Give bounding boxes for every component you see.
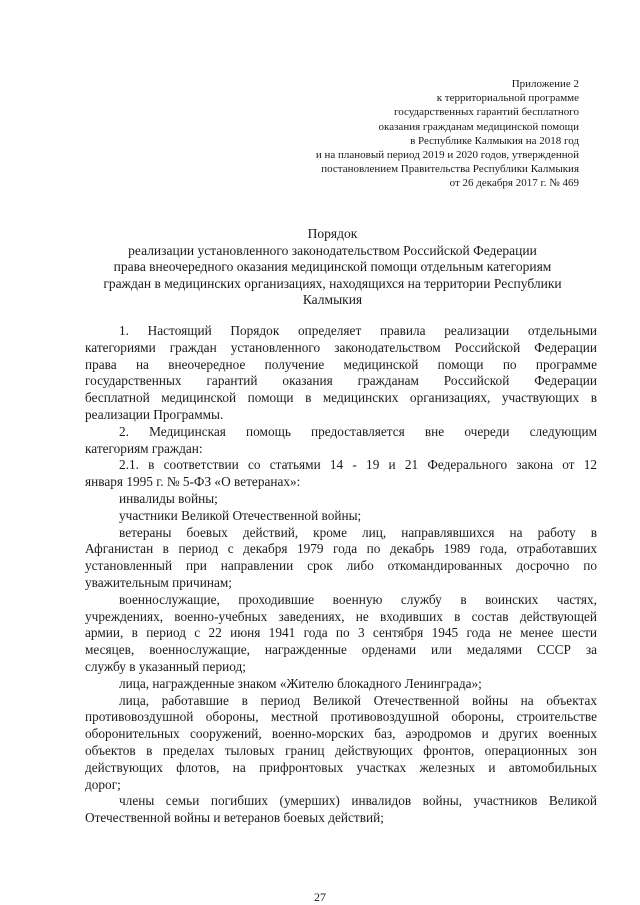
body-line: участники Великой Отечественной войны; xyxy=(119,507,362,523)
page-number: 27 xyxy=(314,890,326,904)
document-body xyxy=(85,323,597,827)
body-line: государственных гарантий оказания гражданам Российской Федерации xyxy=(85,373,597,389)
title-line: граждан в медицинских организациях, находящихся на территории Республики xyxy=(103,275,562,291)
title-line: права внеочередного оказания медицинской помощи отдельным категориям xyxy=(113,259,552,274)
body-line: члены семьи погибших (умерших) инвалидов войны, участников Великой xyxy=(119,793,597,809)
body-line: января 1995 г. № 5-ФЗ «О ветеранах»: xyxy=(85,474,301,490)
appendix-line: к территориальной программе xyxy=(436,92,579,105)
body-line: объектов в пределах тыловых границ действующих фронтов, операционных зон xyxy=(85,742,597,758)
body-line: оборонительных сооружений, военно-морских баз, аэродромов и других военных xyxy=(85,726,597,742)
body-line: бесплатной медицинской помощи в медицинских организациях, участвующих в xyxy=(85,390,597,406)
appendix-line: оказания гражданам медицинской помощи xyxy=(378,120,579,133)
title-line: реализации установленного законодательством Российской Федерации xyxy=(128,242,537,258)
appendix-line: Приложение 2 xyxy=(511,78,579,90)
body-line: 2. Медицинская помощь предоставляется вне очереди следующим xyxy=(119,423,597,439)
body-line: действующих флотов, на прифронтовых участках железных и автомобильных xyxy=(85,759,597,775)
appendix-line: государственных гарантий бесплатного xyxy=(393,106,579,119)
body-line: категориям граждан: xyxy=(85,440,203,456)
body-line: уважительным причинам; xyxy=(85,574,232,590)
appendix-line: в Республике Калмыкия на 2018 год xyxy=(410,134,579,147)
body-line: категориями граждан установленного законодательством Российской Федерации xyxy=(85,339,597,355)
document-title xyxy=(70,226,595,309)
appendix-line: от 26 декабря 2017 г. № 469 xyxy=(449,177,579,190)
body-line: ветераны боевых действий, кроме лиц, направлявшихся на работу в xyxy=(119,524,597,540)
body-line: службу в указанный период; xyxy=(85,658,246,674)
body-line: лица, работавшие в период Великой Отечественной войны на объектах xyxy=(119,692,597,708)
body-line: военнослужащие, проходившие военную службу в воинских частях, xyxy=(119,591,597,607)
body-line: армии, в период с 22 июня 1941 года по 3 сентября 1945 года не менее шести xyxy=(85,625,597,641)
body-line: противовоздушной обороны, местной противовоздушной обороны, строительстве xyxy=(85,709,597,725)
body-line: права на внеочередное получение медицинской помощи по программе xyxy=(85,356,597,372)
body-line: Отечественной войны и ветеранов боевых действий; xyxy=(85,810,384,826)
body-line: 2.1. в соответствии со статьями 14 - 19 и 21 Федерального закона от 12 xyxy=(119,457,597,473)
body-line: дорог; xyxy=(85,776,121,792)
appendix-line: постановлением Правительства Республики Калмыкия xyxy=(321,163,579,176)
body-line: лица, награжденные знаком «Жителю блокадного Ленинграда»; xyxy=(119,675,482,691)
title-line: Калмыкия xyxy=(302,292,363,307)
body-line: реализации Программы. xyxy=(85,406,224,422)
title-line: Порядок xyxy=(307,226,358,241)
appendix-header xyxy=(219,77,579,191)
body-line: установленный при направлении срок либо откомандированных досрочно по xyxy=(85,558,597,574)
body-line: учреждениях, военно-учебных заведениях, не входивших в состав действующей xyxy=(85,608,597,624)
body-line: инвалиды войны; xyxy=(119,490,218,506)
body-line: месяцев, военнослужащие, награжденные орденами или медалями СССР за xyxy=(85,642,597,658)
appendix-line: и на плановый период 2019 и 2020 годов, утвержденной xyxy=(315,149,579,162)
body-line: Афганистан в период с декабря 1979 года по декабрь 1989 года, отработавших xyxy=(85,541,597,557)
body-line: 1. Настоящий Порядок определяет правила реализации отдельными xyxy=(119,323,597,338)
